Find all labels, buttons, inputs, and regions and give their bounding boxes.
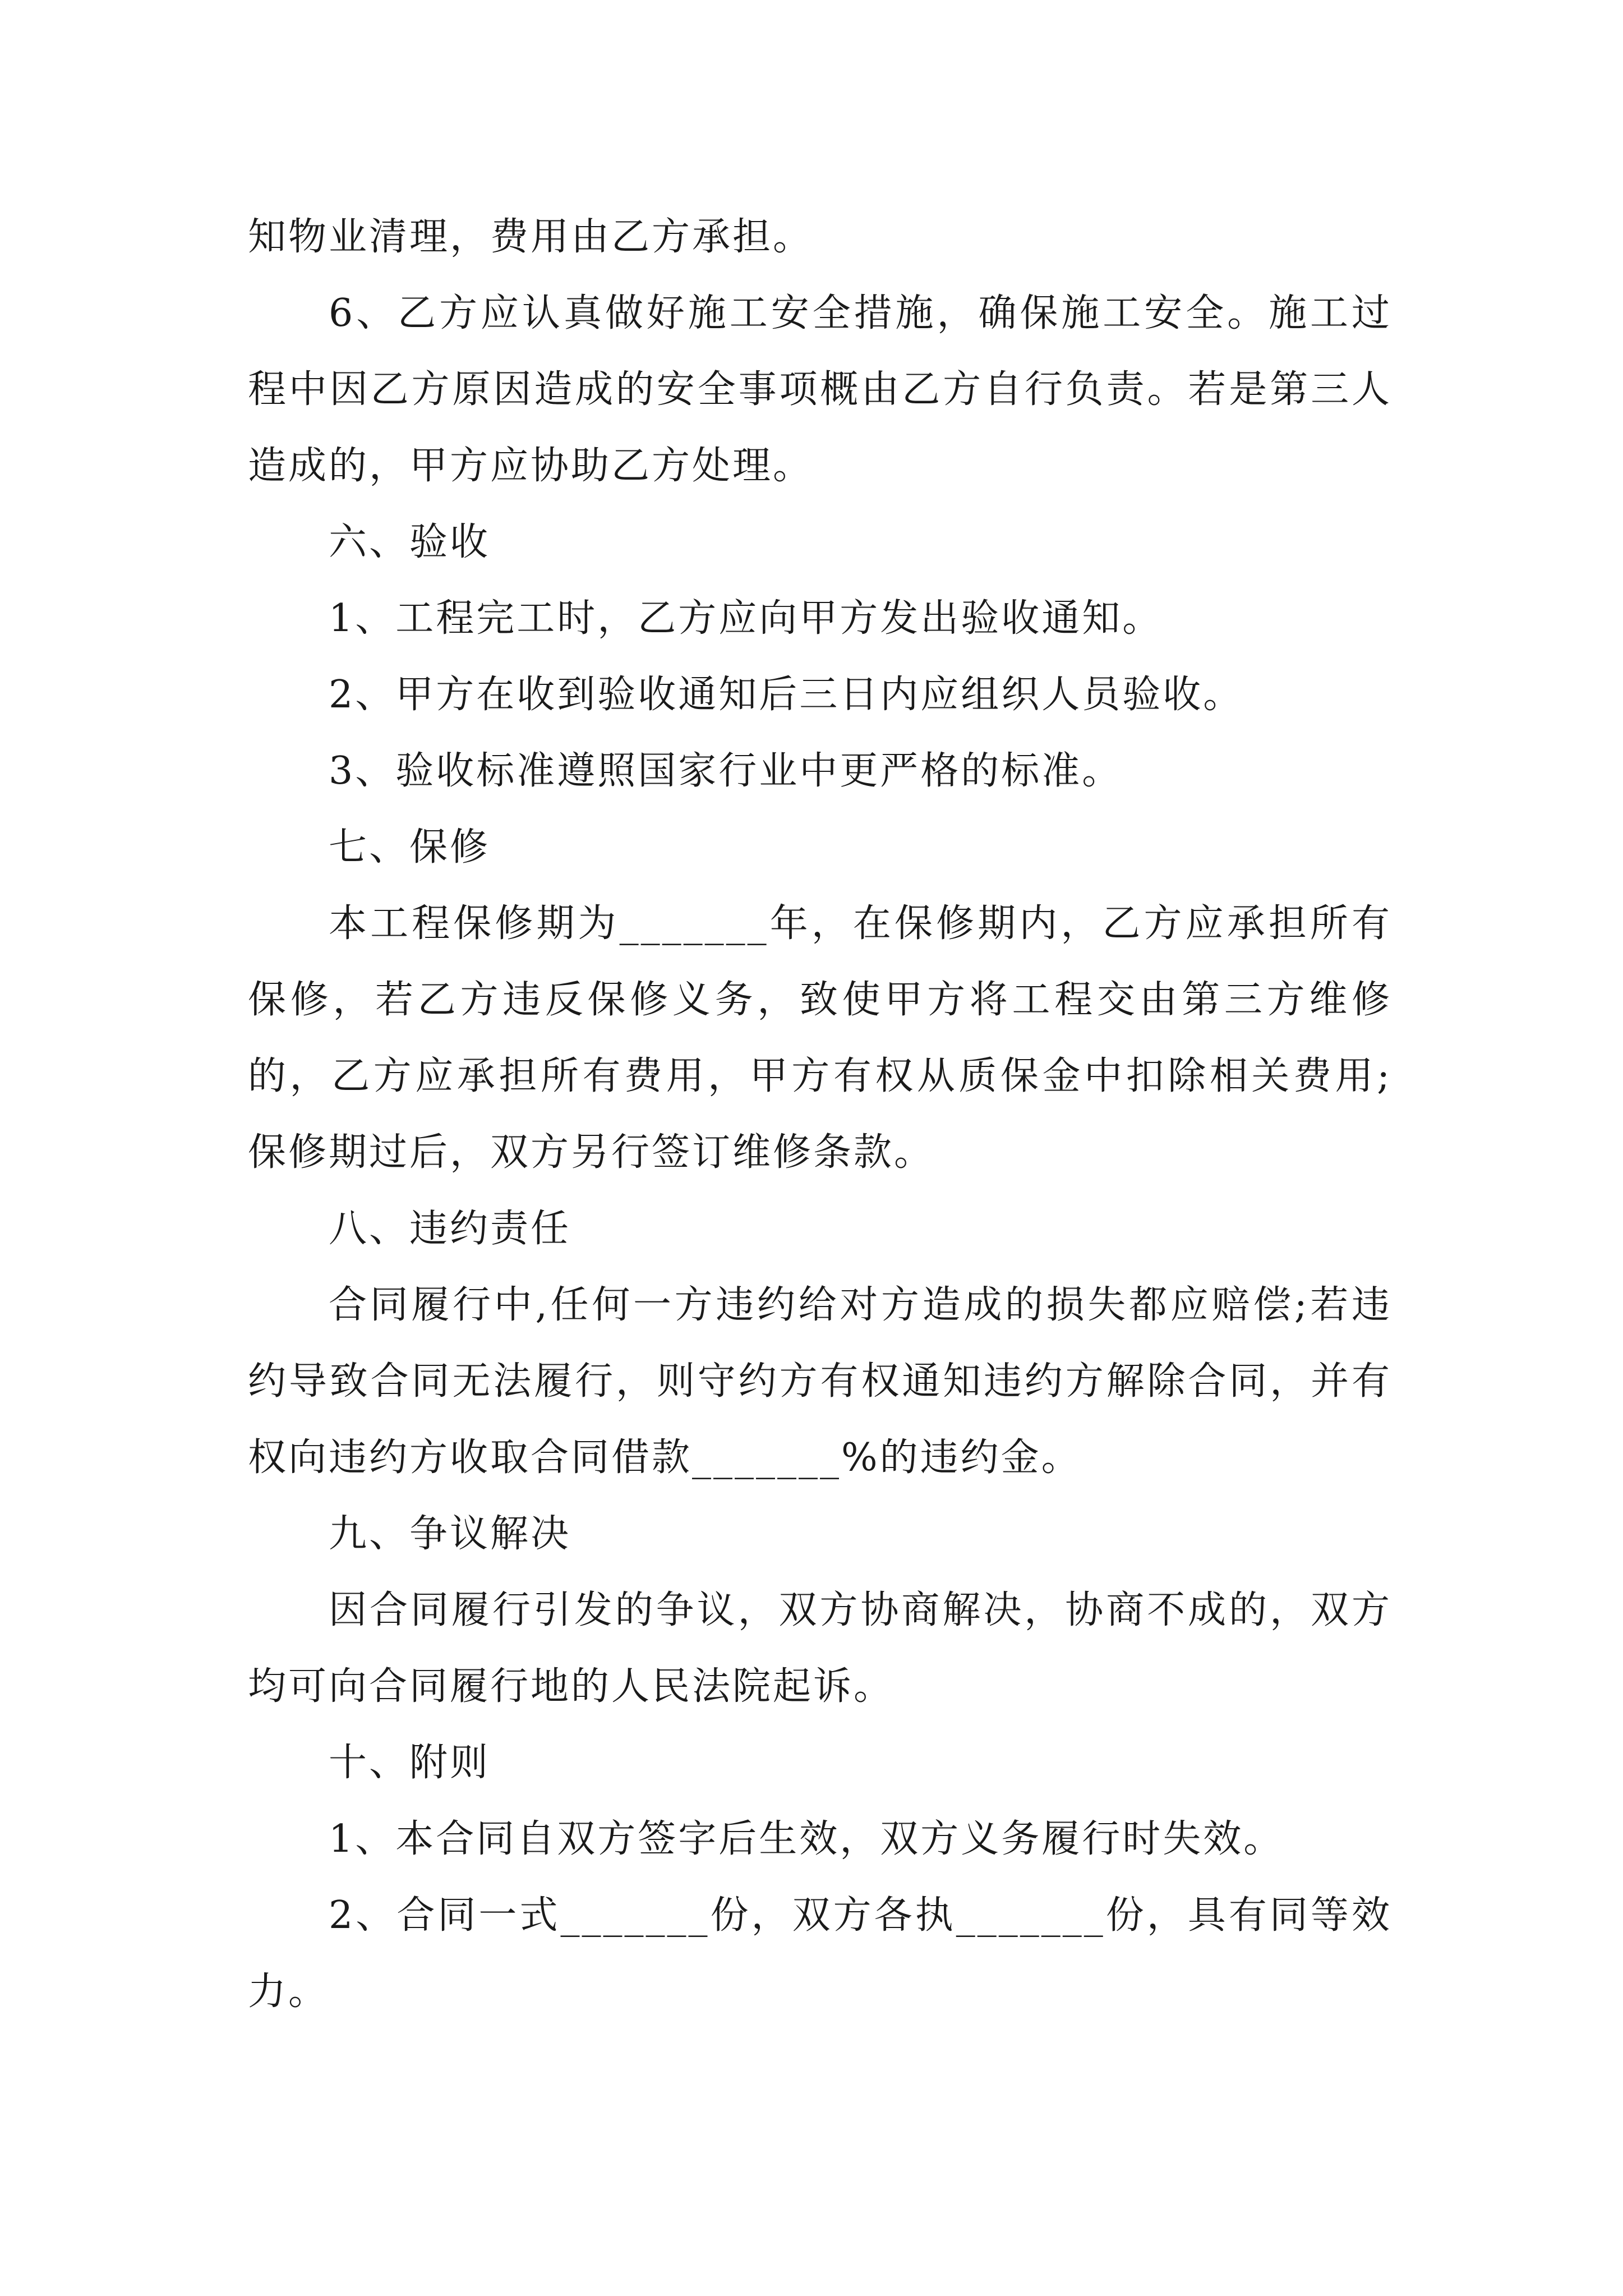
paragraph-acceptance-1: 1、工程完工时，乙方应向甲方发出验收通知。 [329,596,1163,641]
heading-dispute-resolution: 九、争议解决 [329,1512,571,1556]
paragraph-supplementary-2: 2、合同一式_______份，双方各执_______份，具有同等效力。 [248,1893,1392,2014]
heading-supplementary: 十、附则 [329,1741,491,1785]
document-body [248,199,1392,2030]
paragraph-property-cleanup: 知物业清理，费用由乙方承担。 [248,215,814,259]
paragraph-dispute-resolution: 因合同履行引发的争议，双方协商解决，协商不成的，双方均可向合同履行地的人民法院起诉。 [248,1588,1392,1709]
paragraph-supplementary-1: 1、本合同自双方签字后生效，双方义务履行时失效。 [329,1817,1284,1861]
heading-breach-liability: 八、违约责任 [329,1207,571,1251]
paragraph-acceptance-2: 2、甲方在收到验收通知后三日内应组织人员验收。 [329,673,1244,717]
paragraph-warranty: 本工程保修期为_______年，在保修期内，乙方应承担所有保修，若乙方违反保修义务，致使甲方将工程交由第三方维修的，乙方应承担所有费用，甲方有权从质保金中扣除相关费用;保修期过后，双方另行签订维修条款。 [248,901,1392,1175]
paragraph-breach-liability: 合同履行中,任何一方违约给对方造成的损失都应赔偿;若违约导致合同无法履行，则守约方有权通知违约方解除合同，并有权向违约方收取合同借款_______%的违约金。 [248,1283,1392,1480]
heading-warranty: 七、保修 [329,825,491,869]
paragraph-safety-measures: 6、乙方应认真做好施工安全措施，确保施工安全。施工过程中因乙方原因造成的安全事项概由乙方自行负责。若是第三人造成的，甲方应协助乙方处理。 [248,291,1392,488]
heading-acceptance: 六、验收 [329,520,491,564]
paragraph-acceptance-3: 3、验收标准遵照国家行业中更严格的标准。 [329,749,1123,793]
